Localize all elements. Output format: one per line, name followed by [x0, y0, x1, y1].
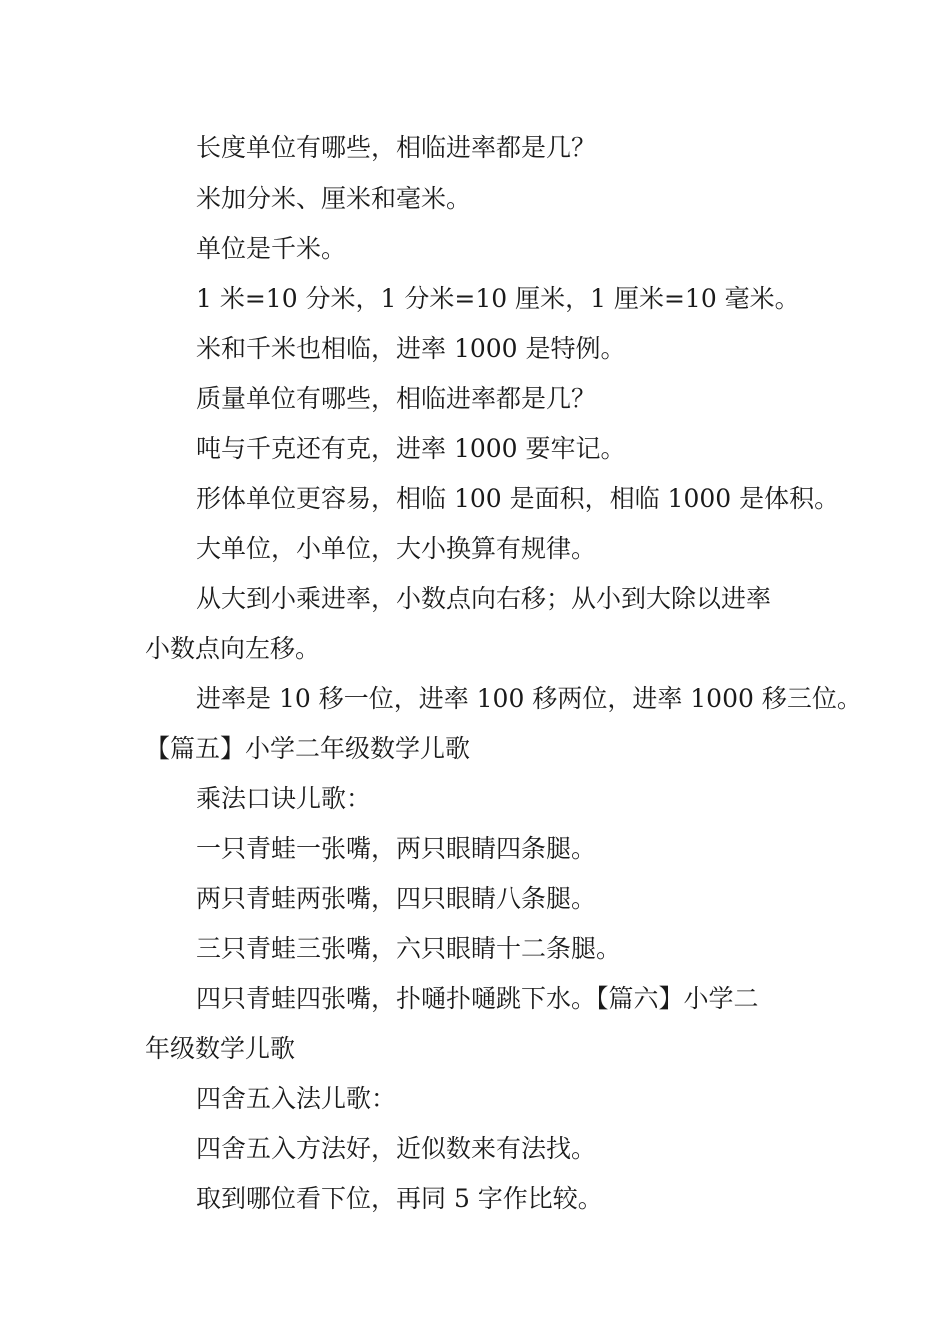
text-line: 两只青蛙两张嘴，四只眼睛八条腿。	[196, 884, 597, 913]
text-line: 四舍五入方法好，近似数来有法找。	[196, 1134, 597, 1163]
text-line: 小数点向左移。	[145, 634, 321, 663]
text-line: 吨与千克还有克，进率 1000 要牢记。	[196, 434, 626, 463]
text-line: 从大到小乘进率，小数点向右移；从小到大除以进率	[196, 584, 772, 613]
text-line: 单位是千米。	[196, 234, 347, 263]
text-line: 取到哪位看下位，再同 5 字作比较。	[196, 1184, 603, 1213]
text-line: 年级数学儿歌	[145, 1034, 296, 1063]
text-line: 质量单位有哪些，相临进率都是几？	[196, 384, 597, 413]
text-line: 米和千米也相临，进率 1000 是特例。	[196, 334, 626, 363]
text-line: 进率是 10 移一位，进率 100 移两位，进率 1000 移三位。	[196, 684, 862, 713]
text-line: 米加分米、厘米和毫米。	[196, 184, 472, 213]
text-line: 大单位，小单位，大小换算有规律。	[196, 534, 597, 563]
text-line: 1 米=10 分米，1 分米=10 厘米，1 厘米=10 毫米。	[196, 284, 800, 313]
text-line: 一只青蛙一张嘴，两只眼睛四条腿。	[196, 834, 597, 863]
text-line: 四舍五入法儿歌：	[196, 1084, 397, 1113]
text-line: 形体单位更容易，相临 100 是面积，相临 1000 是体积。	[196, 484, 840, 513]
text-line: 长度单位有哪些，相临进率都是几？	[196, 133, 597, 162]
text-line: 乘法口诀儿歌：	[196, 784, 372, 813]
text-line: 四只青蛙四张嘴，扑嗵扑嗵跳下水。【篇六】小学二	[196, 984, 759, 1013]
text-line: 三只青蛙三张嘴，六只眼睛十二条腿。	[196, 934, 622, 963]
section-heading: 【篇五】小学二年级数学儿歌	[145, 734, 471, 763]
